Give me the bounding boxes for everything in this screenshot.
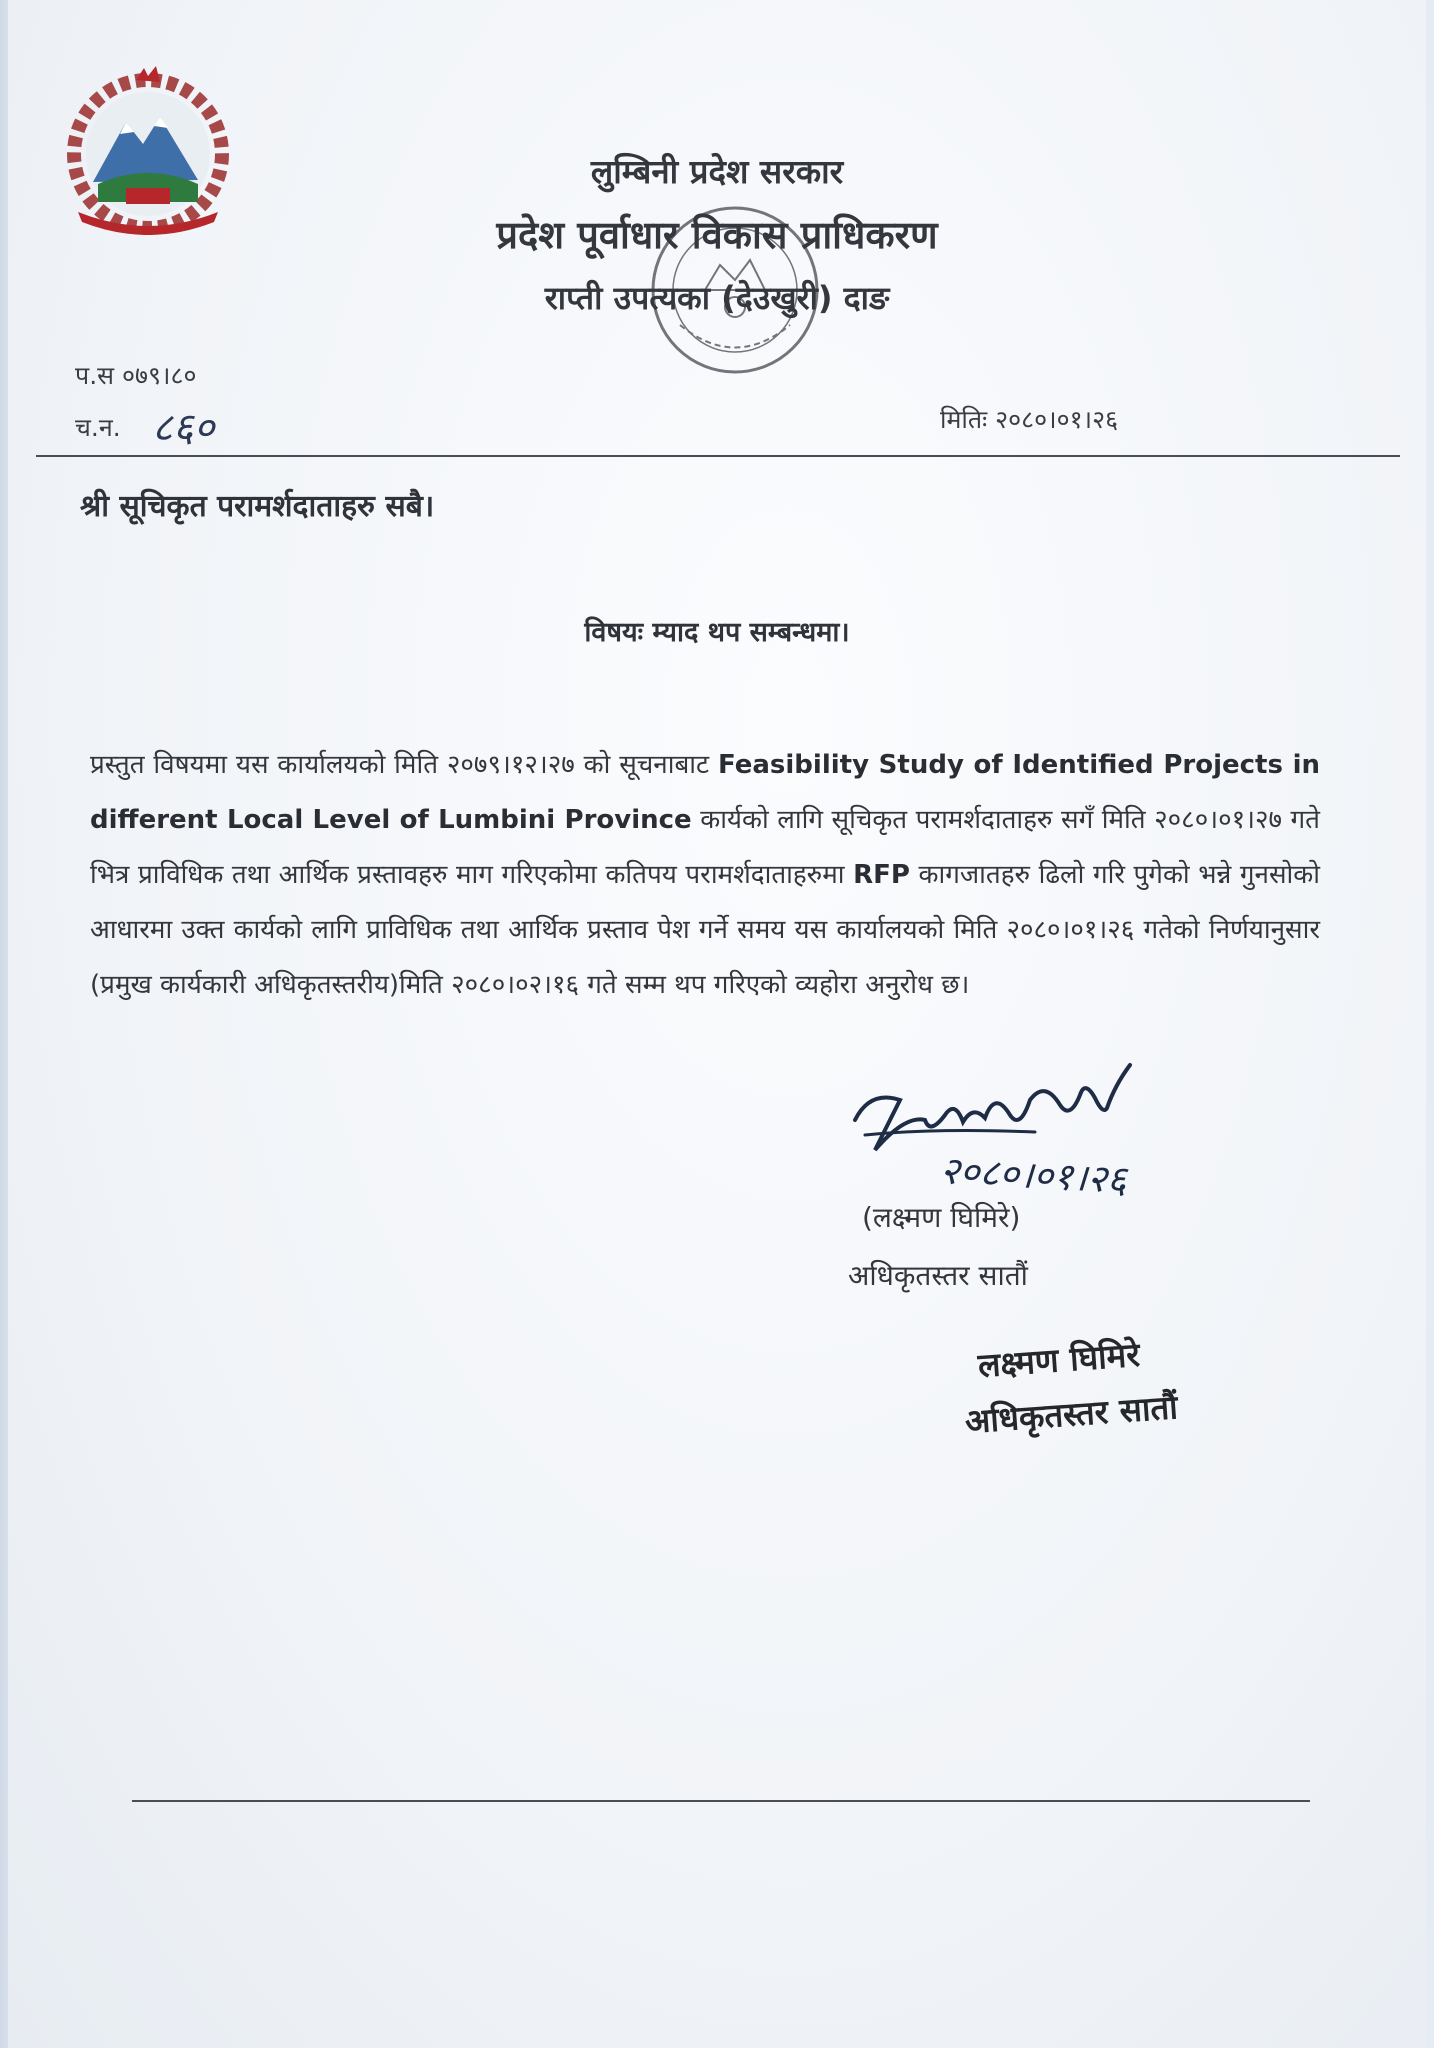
signer-post: अधिकृतस्तर सातौं <box>848 1259 1028 1292</box>
signature-date-handwritten: २०८०।०१।२६ <box>938 1148 1128 1202</box>
body-part-1: प्रस्तुत विषयमा यस कार्यालयको मिति २०७९।१२।२७ को सूचनाबाट <box>90 750 719 780</box>
body-part-2: कार्यको लागि सूचिकृत परामर्शदाताहरु सगँ मिति २०८०।०१।२७ गते भित्र प्राविधिक तथा आर्थिक प्रस्तावहरु माग गरिएकोमा कतिपय परामर्शदाताहरुमा <box>90 805 1321 890</box>
body-part-3: कागजातहरु ढिलो गरि पुगेको भन्ने गुनसोको आधारमा उक्त कार्यको लागि प्राविधिक तथा आर्थिक प्रस्ताव पेश गर्ने समय यस कार्यालयको मिति २०८०।०१।२६ गतेको निर्णयानुसार (प्रमुख कार्यकारी अधिकृतस्तरीय)मिति २०८०।०२।१६ गते सम्म थप गरिएको व्यहोरा अनुरोध छ। <box>90 860 1320 1000</box>
post-stamp: अधिकृतस्तर सातौं <box>963 1387 1179 1441</box>
chalan-label: च.न. <box>75 413 121 442</box>
bottom-divider <box>132 1800 1310 1802</box>
name-stamp: लक्ष्मण घिमिरे <box>976 1334 1142 1385</box>
header-line-authority: प्रदेश पूर्वाधार विकास प्राधिकरण <box>496 213 938 257</box>
letter-body <box>90 738 1320 1013</box>
top-divider <box>36 455 1400 457</box>
rfp-term: RFP <box>853 860 910 890</box>
reference-number: प.स ०७९।८० <box>75 361 197 390</box>
signer-name: (लक्ष्मण घिमिरे) <box>862 1201 1021 1234</box>
header-line-province: लुम्बिनी प्रदेश सरकार <box>590 152 844 191</box>
chalan-number-handwritten: ८६० <box>152 405 215 451</box>
header-line-location: राप्ती उपत्यका (देउखुरी) दाङ <box>544 279 890 317</box>
project-title-english: Feasibility Study of Identified Projects in different Local Level of Lumbini Province <box>90 750 1321 835</box>
letter-date: मितिः २०८०।०१।२६ <box>940 405 1119 434</box>
subject-line: विषयः म्याद थप सम्बन्धमा। <box>584 617 850 648</box>
addressee: श्री सूचिकृत परामर्शदाताहरु सबै। <box>80 489 435 524</box>
